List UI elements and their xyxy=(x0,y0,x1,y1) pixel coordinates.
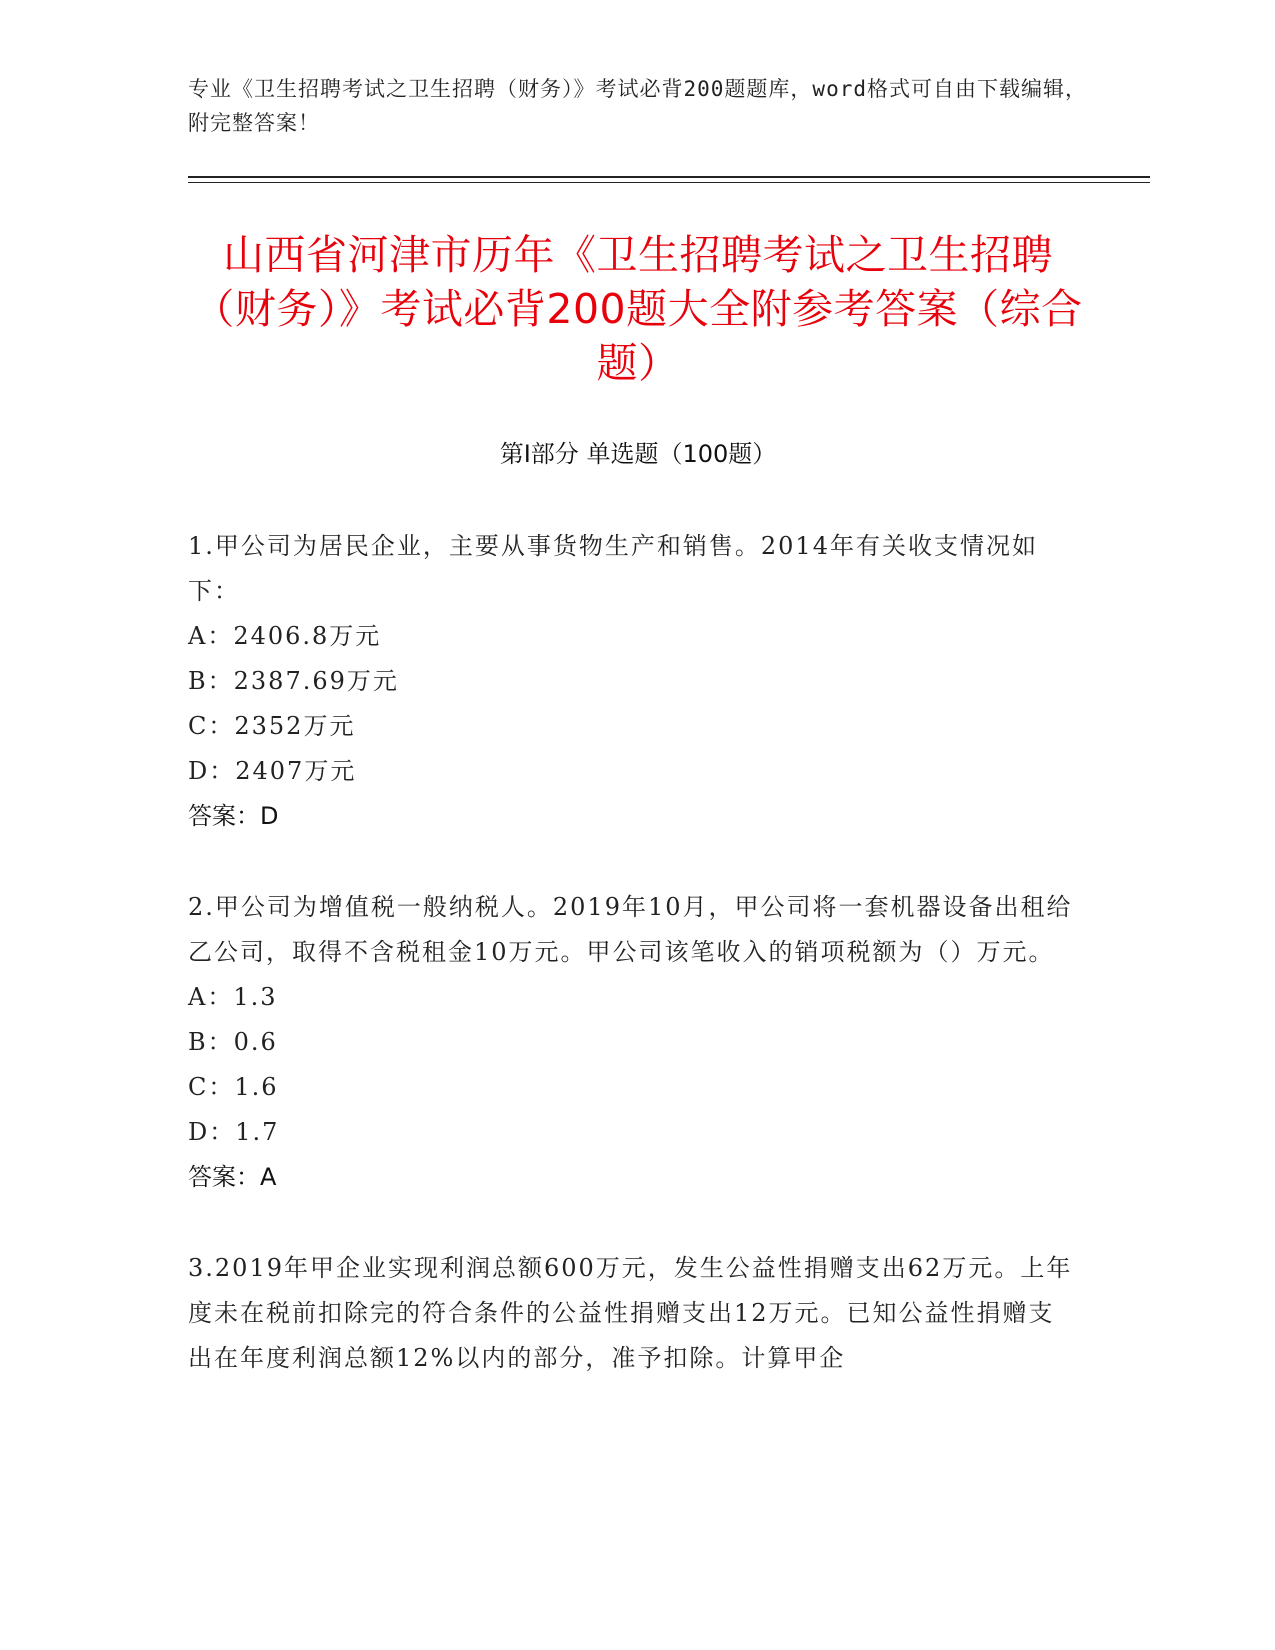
option-a: A：1.3 xyxy=(188,983,278,1011)
question-stem: 2.甲公司为增值税一般纳税人。2019年10月，甲公司将一套机器设备出租给乙公司，取得不含税租金10万元。甲公司该笔收入的销项税额为（）万元。 xyxy=(188,893,1073,966)
option-a: A：2406.8万元 xyxy=(188,622,382,650)
option-b: B：0.6 xyxy=(188,1028,278,1056)
answer: 答案：A xyxy=(188,1163,277,1191)
question-list xyxy=(188,524,1078,1427)
section-heading: 第I部分 单选题（100题） xyxy=(499,440,777,468)
option-c: C：1.6 xyxy=(188,1073,279,1101)
header-divider-thick xyxy=(188,176,1150,178)
question-2 xyxy=(188,885,1078,1200)
header-note: 专业《卫生招聘考试之卫生招聘（财务）》考试必背200题题库，word格式可自由下载编辑，附完整答案！ xyxy=(188,77,1087,135)
question-stem: 3.2019年甲企业实现利润总额600万元，发生公益性捐赠支出62万元。上年度未在税前扣除完的符合条件的公益性捐赠支出12万元。已知公益性捐赠支出在年度利润总额12%以内的部分，准予扣除。计算甲企 xyxy=(188,1254,1073,1372)
question-stem: 1.甲公司为居民企业，主要从事货物生产和销售。2014年有关收支情况如下： xyxy=(188,532,1038,605)
option-d: D：1.7 xyxy=(188,1118,280,1146)
answer: 答案：D xyxy=(188,802,279,830)
option-d: D：2407万元 xyxy=(188,757,357,785)
header-divider-thin xyxy=(188,182,1150,183)
option-b: B：2387.69万元 xyxy=(188,667,399,695)
question-1 xyxy=(188,524,1078,839)
question-3 xyxy=(188,1246,1078,1381)
page-title: 山西省河津市历年《卫生招聘考试之卫生招聘（财务）》考试必背200题大全附参考答案（综合题） xyxy=(193,231,1083,387)
option-c: C：2352万元 xyxy=(188,712,356,740)
